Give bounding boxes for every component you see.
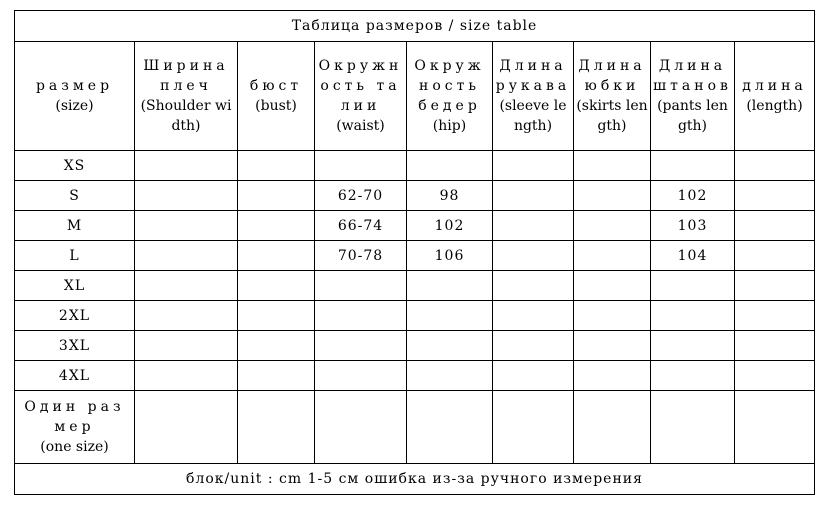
value-cell-skirt-length <box>574 211 651 241</box>
value-cell-skirt-length <box>574 151 651 181</box>
value-cell-hip: 106 <box>407 241 493 271</box>
value-cell-pants-length: 103 <box>651 211 735 241</box>
column-header-pants-length <box>651 42 735 151</box>
value-cell-hip <box>407 361 493 391</box>
column-header-ru-label: размер <box>35 78 114 94</box>
value-cell-length <box>735 301 815 331</box>
value-cell-sleeve-length <box>493 211 574 241</box>
value-cell-hip <box>407 271 493 301</box>
value-cell-length <box>735 211 815 241</box>
value-cell-skirt-length <box>574 391 651 464</box>
value-cell-pants-length <box>651 271 735 301</box>
column-header-en-label: (length) <box>746 98 803 114</box>
value-cell-pants-length: 104 <box>651 241 735 271</box>
value-cell-length <box>735 181 815 211</box>
size-label-cell: 3XL <box>15 331 135 361</box>
value-cell-hip: 102 <box>407 211 493 241</box>
column-header-ru-label: Окружность бедер <box>414 58 485 114</box>
value-cell-bust <box>238 391 315 464</box>
value-cell-sleeve-length <box>493 241 574 271</box>
column-header-ru-label: бюст <box>249 78 303 94</box>
value-cell-pants-length: 102 <box>651 181 735 211</box>
column-header-shoulder-width <box>135 42 238 151</box>
value-cell-skirt-length <box>574 181 651 211</box>
column-header-ru-label: длина <box>742 78 807 94</box>
value-cell-shoulder-width <box>135 211 238 241</box>
value-cell-sleeve-length <box>493 271 574 301</box>
table-title: Таблица размеров / size table <box>15 11 815 42</box>
size-label-cell: S <box>15 181 135 211</box>
value-cell-waist <box>315 331 407 361</box>
value-cell-shoulder-width <box>135 271 238 301</box>
table-row <box>15 241 815 271</box>
size-table <box>14 10 815 495</box>
value-cell-length <box>735 391 815 464</box>
value-cell-bust <box>238 361 315 391</box>
table-row <box>15 361 815 391</box>
column-header-en-label: (skirts length) <box>576 98 648 134</box>
value-cell-bust <box>238 301 315 331</box>
value-cell-waist <box>315 151 407 181</box>
value-cell-sleeve-length <box>493 331 574 361</box>
value-cell-shoulder-width <box>135 301 238 331</box>
value-cell-length <box>735 331 815 361</box>
column-header-hip <box>407 42 493 151</box>
value-cell-pants-length <box>651 391 735 464</box>
value-cell-shoulder-width <box>135 241 238 271</box>
column-header-en-label: (Shoulder width) <box>140 98 232 134</box>
table-row <box>15 331 815 361</box>
size-label-cell: XS <box>15 151 135 181</box>
table-footer-note: блок/unit : cm 1-5 см ошибка из-за ручного измерения <box>15 464 815 495</box>
value-cell-waist <box>315 391 407 464</box>
column-header-en-label: (hip) <box>432 118 467 134</box>
value-cell-bust <box>238 181 315 211</box>
size-label-cell: XL <box>15 271 135 301</box>
value-cell-skirt-length <box>574 361 651 391</box>
value-cell-sleeve-length <box>493 391 574 464</box>
value-cell-length <box>735 361 815 391</box>
value-cell-hip <box>407 151 493 181</box>
column-header-en-label: (sleeve length) <box>499 98 567 134</box>
value-cell-waist <box>315 361 407 391</box>
value-cell-waist <box>315 271 407 301</box>
value-cell-waist <box>315 301 407 331</box>
value-cell-pants-length <box>651 301 735 331</box>
value-cell-skirt-length <box>574 301 651 331</box>
column-header-skirt-length <box>574 42 651 151</box>
value-cell-shoulder-width <box>135 361 238 391</box>
value-cell-shoulder-width <box>135 181 238 211</box>
value-cell-bust <box>238 241 315 271</box>
size-table-container <box>14 10 815 495</box>
column-header-waist <box>315 42 407 151</box>
table-row <box>15 301 815 331</box>
column-header-en-label: (size) <box>55 98 94 114</box>
table-row <box>15 181 815 211</box>
value-cell-skirt-length <box>574 331 651 361</box>
value-cell-waist: 62-70 <box>315 181 407 211</box>
value-cell-shoulder-width <box>135 331 238 361</box>
value-cell-skirt-length <box>574 241 651 271</box>
one-size-en-label: (one size) <box>40 439 109 455</box>
value-cell-pants-length <box>651 331 735 361</box>
column-header-ru-label: Ширина плеч <box>143 58 229 94</box>
column-header-length <box>735 42 815 151</box>
column-header-en-label: (waist) <box>336 118 385 134</box>
footer-row <box>15 464 815 495</box>
value-cell-hip <box>407 391 493 464</box>
table-row <box>15 271 815 301</box>
column-header-ru-label: Окружность талии <box>318 58 403 114</box>
value-cell-sleeve-length <box>493 181 574 211</box>
value-cell-length <box>735 241 815 271</box>
value-cell-hip: 98 <box>407 181 493 211</box>
one-size-ru-label: Один размер <box>24 399 125 435</box>
value-cell-sleeve-length <box>493 361 574 391</box>
column-header-en-label: (bust) <box>255 98 297 114</box>
size-label-cell: 4XL <box>15 361 135 391</box>
value-cell-sleeve-length <box>493 151 574 181</box>
value-cell-shoulder-width <box>135 151 238 181</box>
value-cell-bust <box>238 151 315 181</box>
column-header-size <box>15 42 135 151</box>
size-label-cell: M <box>15 211 135 241</box>
value-cell-hip <box>407 301 493 331</box>
value-cell-waist: 70-78 <box>315 241 407 271</box>
table-row <box>15 151 815 181</box>
table-row <box>15 211 815 241</box>
column-header-sleeve-length <box>493 42 574 151</box>
column-header-en-label: (pants length) <box>657 98 728 134</box>
column-header-ru-label: Длина юбки <box>578 58 646 94</box>
value-cell-bust <box>238 271 315 301</box>
value-cell-length <box>735 271 815 301</box>
table-row-one-size <box>15 391 815 464</box>
header-row <box>15 42 815 151</box>
value-cell-pants-length <box>651 361 735 391</box>
value-cell-shoulder-width <box>135 391 238 464</box>
size-label-cell: 2XL <box>15 301 135 331</box>
column-header-ru-label: Длина штанов <box>653 58 732 94</box>
value-cell-waist: 66-74 <box>315 211 407 241</box>
column-header-bust <box>238 42 315 151</box>
value-cell-bust <box>238 211 315 241</box>
value-cell-hip <box>407 331 493 361</box>
value-cell-sleeve-length <box>493 301 574 331</box>
value-cell-pants-length <box>651 151 735 181</box>
value-cell-length <box>735 151 815 181</box>
size-label-cell: L <box>15 241 135 271</box>
column-header-ru-label: Длина рукава <box>495 58 571 94</box>
size-label-cell-one-size <box>15 391 135 464</box>
value-cell-skirt-length <box>574 271 651 301</box>
value-cell-bust <box>238 331 315 361</box>
